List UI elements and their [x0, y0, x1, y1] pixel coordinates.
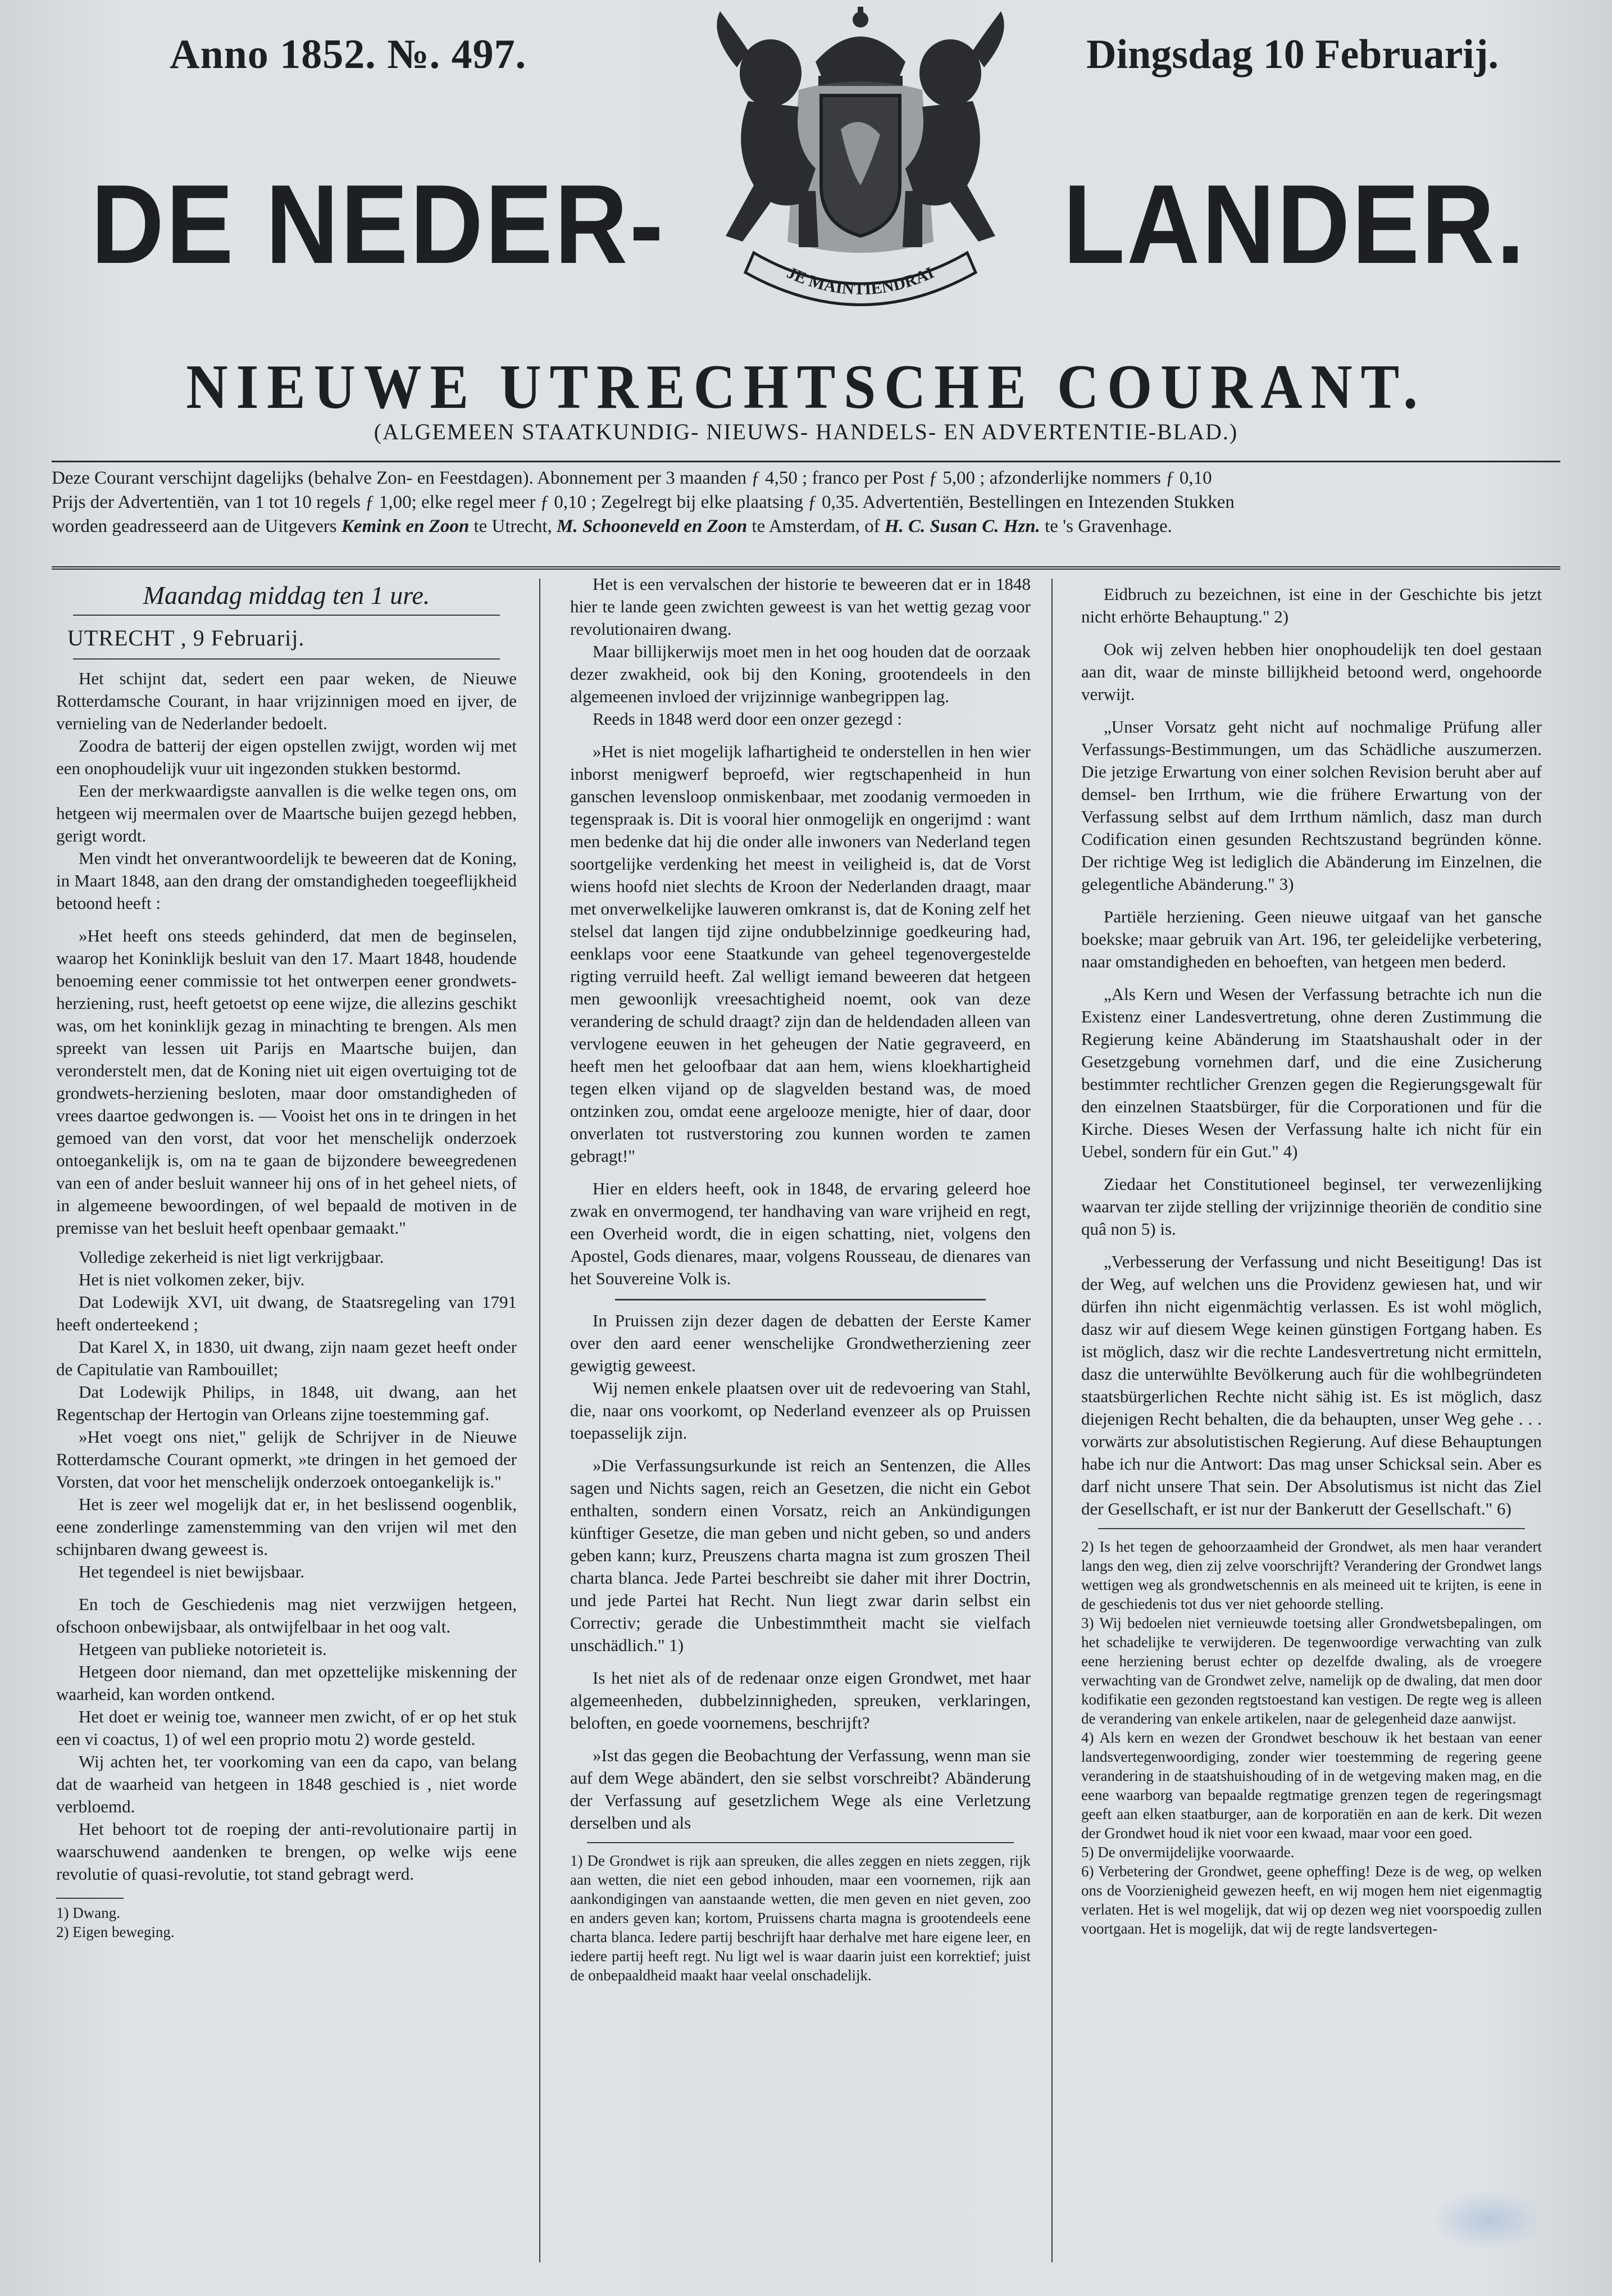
library-stamp-mark	[1432, 2189, 1545, 2251]
article-body	[570, 1177, 1031, 1290]
publisher-name: H. C. Susan C. Hzn.	[884, 516, 1040, 537]
paragraph: En toch de Geschiedenis mag niet verzwijgen hetgeen, ofschoon onbewijsbaar, als ontwijfelbaar in het oog valt.	[56, 1594, 517, 1636]
paragraph: Hier en elders heeft, ook in 1848, de ervaring geleerd hoe zwak en onvermogend, ter handhaving van ware vrijheid en regt, een Overheid wordt, die in eigen schatting, niet, volgens den Apostel, Gods dienares, maar, volgens Rousseau, de dienares van het Souvereine Volk is.	[570, 1179, 1031, 1288]
footnotes	[1081, 1537, 1542, 1938]
paragraph: Zoodra de batterij der eigen opstellen zwijgt, worden wij met een onophoudelijk vuur uit ingezonden stukken bestormd.	[56, 736, 517, 778]
footnote: 5) De onvermijdelijke voorwaarde.	[1081, 1844, 1295, 1861]
masthead	[52, 0, 1560, 449]
paragraph: Hetgeen van publieke notorieteit is.	[79, 1639, 327, 1659]
crest-motto: JE MAINTIENDRAI	[784, 263, 937, 299]
issue-date: Dingsdag 10 Februarij.	[1086, 31, 1499, 78]
paragraph: Ook wij zelven hebben hier onophoudelijk ten doel gestaan aan dit, waar de minste billijkheid betoond werd, ongehoorde verwijt.	[1081, 639, 1542, 704]
divider	[73, 658, 500, 660]
article-body	[56, 1593, 517, 1885]
coat-of-arms-crest	[686, 0, 1035, 315]
paragraph: Het behoort tot de roeping der anti-revolutionaire partij in waarschuwend aandenken te brengen, op welke wijs eene revolutie of quasi-revolutie, tot stand gebragt werd.	[56, 1819, 517, 1884]
footnote: 2) Eigen beweging.	[56, 1924, 175, 1940]
footnote: 6) Verbetering der Grondwet, geene opheffing! Deze is de weg, op welken ons de Voorzienigheid gewezen heeft, en wij mogen hem niet eigenmagtig verlaten. Het is wel mogelijk, dat wij op dezen weg niet voorspoedig zullen voortgaan. Het is mogelijk, dat wij de regte landsvertegen-	[1081, 1863, 1542, 1937]
paragraph: Ziedaar het Constitutioneel beginsel, ter verwezenlijking waarvan ter zijde stelling der vrijzinnige theoriën de conditio sine quâ non 5) is.	[1081, 1174, 1542, 1239]
paragraph: Dat Lodewijk XVI, uit dwang, de Staatsregeling van 1791 heeft onderteekend ;	[56, 1292, 517, 1334]
german-quote: „Unser Vorsatz geht nicht auf nochmalige Prüfung aller Verfassungs-Bestimmungen, um das Schädliche auszumerzen. Die jetzige Erwartung von einer solchen Revision beruht aber auf demsel- ben Irrthum, wie die frühere Erwartung von der Verfassung selbst auf dem Irrthum nämlich, dasz man durch Codification einen gesunden Rechtszustand begründen könne. Der richtige Weg ist lediglich die Abänderung im Einzelnen, die gelegentliche Abänderung." 3)	[1081, 717, 1542, 894]
title-left: DE NEDER-	[91, 162, 666, 287]
german-quote: „Verbesserung der Verfassung und nicht Beseitigung! Das ist der Weg, auf welchen uns die Providenz gewiesen hat, und wir dürfen ihn nicht eigenmächtig verlassen. Es ist wohl möglich, dasz wir auf diesem Wege keinen günstigen Fortgang haben. Es ist möglich, dasz wir die rechte Landesvertretung nicht ermitteln, dasz die unterwühlte Bevölkerung auch für die wohlbegründeten staatsbürgerlichen Rechte nicht sähig ist. Es ist möglich, dasz diejenigen Recht behalten, die da behaupten, unser Weg gehe . . . vorwärts zur absolutistischen Regierung. Auf diese Behauptungen habe ich nur die Antwort: Das mag unser Schicksal sein. Aber es darf nicht unsere That sein. Der Absolutismus ist nicht das Ziel der Gesellschaft, er ist nur der Bankerutt der Gesellschaft." 6)	[1081, 1252, 1542, 1518]
footnote: 2) Is het tegen de gehoorzaamheid der Grondwet, als men haar verandert langs den weg, dien zij zelve voorschrijft? Verandering der Grondwet langs wettigen weg als grondwetschennis en als meineed uit te krijten, is eene in de geschiedenis tot dus ver niet gehoorde stelling.	[1081, 1538, 1542, 1612]
article-body	[570, 573, 1031, 730]
footnotes	[56, 1903, 517, 1942]
column-divider	[1051, 579, 1053, 2262]
footnote-rule	[587, 1842, 1014, 1843]
footnote: 1) De Grondwet is rijk aan spreuken, die alles zeggen en niets zeggen, rijk aan wetten, die niet een gebod inhouden, maar een voornemen, rijk aan aankondigingen van aanstaande wetten, die men geven en niet geven, zoo en anders geven kan; kortom, Pruissens charta magna is grootendeels eene charta blanca. Iedere partij beschrijft haar derhalve met hare eigene leer, en iedere partij heeft regt. Nu ligt wel is waar daarin juist een korrektief; juist de onbepaaldheid maakt haar veelal onschadelijk.	[570, 1852, 1031, 1984]
paragraph: Het is zeer wel mogelijk dat er, in het beslissend oogenblik, eene zonderlinge zamenstemming van den vrijen wil met den schijnbaren dwang geweest is.	[56, 1494, 517, 1559]
paragraph: Is het niet als of de redenaar onze eigen Grondwet, met haar algemeenheden, dubbelzinnigheden, spreuken, verklaringen, beloften, en goede voornemens, beschrijft?	[570, 1668, 1031, 1733]
german-quote: »Ist das gegen die Beobachtung der Verfassung, wenn man sie auf dem Wege abändert, den sie selbst vorschreibt? Abänderung der Verfassung auf gesetzlichem Wege als eine Verletzung derselben und als	[570, 1745, 1031, 1833]
paragraph: Men vindt het onverantwoordelijk te beweeren dat de Koning, in Maart 1848, aan den drang der omstandigheden toegeeflijkheid betoond heeft :	[56, 848, 517, 913]
paragraph: Dat Karel X, in 1830, uit dwang, zijn naam gezet heeft onder de Capitulatie van Rambouillet;	[56, 1337, 517, 1379]
paragraph: Partiële herziening. Geen nieuwe uitgaaf van het gansche boekske; maar gebruik van Art. 196, ter geleidelijke verbetering, naar omstandigheden en behoeften, van hetgeen men bederd.	[1081, 907, 1542, 971]
title-right: LANDER.	[1063, 162, 1527, 287]
german-quote: »Die Verfassungsurkunde ist reich an Sentenzen, die Alles sagen und Nichts sagen, reich an Gesetzen, die nicht ein Gebot enthalten, sondern einen Vorsatz, reich an Ankündigungen künftiger Gesetze, die man geben und nicht geben, so und anders geben kann; kurz, Preuszens charta magna ist zum groszen Theil charta blanca. Jede Partei beschreibt sie daher mit ihrer Doctrin, und jede Partei hat Recht. Nun liegt zwar darin selbst ein Correctiv; gerade die Unbestimmtheit macht sie vielfach unschädlich." 1)	[570, 1456, 1031, 1655]
column-3	[1081, 573, 1542, 1938]
subsubtitle: (ALGEMEEN STAATKUNDIG- NIEUWS- HANDELS- EN ADVERTENTIE-BLAD.)	[374, 419, 1238, 444]
paragraph: Volledige zekerheid is niet ligt verkrijgbaar.	[79, 1247, 384, 1267]
column-1	[56, 573, 517, 1942]
footnote-rule	[1098, 1528, 1525, 1529]
paragraph: Eidbruch zu bezeichnen, ist eine in der Geschichte bis jetzt nicht erhörte Behauptung." 2)	[1081, 584, 1542, 626]
footnote: 3) Wij bedoelen niet vernieuwde toetsing aller Grondwetsbepalingen, om het schadelijke te verwijderen. De tegenwoordige verwachting van zulk eene herziening berust echter op dezelfde dwaling, als de vroegere verwachting van de Grondwet zelve, namelijk op de dwaling, dat men door kodifikatie een gezonden regtstoestand kan vestigen. De regte weg is alleen de verandering van enkele artikelen, naar de gelegenheid daze aanwijst.	[1081, 1615, 1542, 1727]
divider	[73, 615, 500, 616]
edition-header: Maandag middag ten 1 ure.	[143, 581, 430, 610]
paragraph: Wij achten het, ter voorkoming van een da capo, van belang dat de waarheid van hetgeen in 1848 geschied is , niet worde verbloemd.	[56, 1752, 517, 1816]
paragraph: Dat Lodewijk Philips, in 1848, uit dwang, aan het Regentschap der Hertogin van Orleans zijne toestemming gaf.	[56, 1382, 517, 1424]
paragraph: In Pruissen zijn dezer dagen de debatten der Eerste Kamer over den aard eener wenschelijke Grondwetherziening zeer gewigtig geweest.	[570, 1311, 1031, 1375]
article-separator	[615, 1299, 986, 1301]
article-body	[56, 667, 517, 915]
footnote: 1) Dwang.	[56, 1904, 120, 1921]
paragraph: Een der merkwaardigste aanvallen is die welke tegen ons, om hetgeen wij meermalen over de Maartsche buijen gezegd hebben, gerigt wordt.	[56, 781, 517, 845]
publisher-name: Kemink en Zoon	[341, 516, 470, 537]
footnote: 4) Als kern en wezen der Grondwet beschouw ik het bestaan van eener landsvertegenwoordiging, zonder wier toestemming de regering geene verandering in de staatshuishouding of in de wetgeving maken mag, en die eene waarborg van bepaalde regtmatige grenzen tegen de regeringsmagt geeft aan elken staatburger, aan de korporatiën en aan de kerk. Dit wezen der Grondwet houd ik niet voor een kwaad, maar voor een goed.	[1081, 1729, 1542, 1842]
article-body	[1081, 583, 1542, 706]
footnote-rule	[56, 1898, 124, 1899]
quote-paragraph: »Het heeft ons steeds gehinderd, dat men de beginselen, waarop het Koninklijk besluit van den 17. Maart 1848, houdende benoeming eener commissie tot het ontwerpen eener grondwets-herziening, rust, heeft getoetst op eene wijze, die allezins geschikt was, om het koninklijk gezag in minachting te brengen. Als men spreekt van lessen uit Parijs en Maartsche buijen, dan veronderstelt men, dat de Koning niet uit eigen overtuiging tot de grondwets-herziening besloten, maar door omstandigheden of vrees daartoe gedwongen is. — Vooist het ons in te dringen in het gemoed van den vorst, dat voor het menschelijk onderzoek ontoegankelijk is, om na te gaan de bijzondere beweegredenen van een of ander besluit wanneer hij ons of in het geheel niets, of in algemeene bewoordingen, of wel bepaald de motiven in de premisse van het besluit heeft openbaar gemaakt."	[56, 926, 517, 1238]
column-divider	[539, 579, 540, 2262]
subscription-notice	[52, 466, 1560, 539]
notice-line: worden geadresseerd aan de Uitgevers Kemink en Zoon te Utrecht, M. Schooneveld en Zoon te Amsterdam, of H. C. Susan C. Hzn. te 's Gravenhage.	[52, 516, 1172, 537]
subtitle: NIEUWE UTRECHTSCHE COURANT.	[186, 352, 1426, 422]
paragraph: »Het voegt ons niet," gelijk de Schrijver in de Nieuwe Rotterdamsche Courant opmerkt, »te dringen in het gemoed der Vorsten, dat voor het menschelijk onderzoek ontoegankelijk is."	[56, 1427, 517, 1492]
quote-paragraph: »Het is niet mogelijk lafhartigheid te onderstellen in hen wier inborst menigwerf beproefd, wier regtschapenheid in hun ganschen levensloop onmiskenbaar, met zoodanig vermoeden in tegenspraak is. Dit is vooral hier onmogelijk en ongerijmd : want men bedenke dat hij die onder alle inwoners van Nederland tegen soortgelijke verdenking het meest in veiligheid is, dat de Vorst wiens hoofd niet slechts de Kroon der Nederlanden draagt, maar met onverwelkelijke lauweren omkranst is, dat de Koning zelf het stelsel dat langen tijd zijne ondubbelzinnige goedkeuring had, eenklaps voor eene Staatkunde van geheel tegenovergestelde rigting verruild heeft. Zal welligt iemand beweeren dat hetgeen men gewoonlijk vreesachtigheid noemt, ook van deze verandering de schuld draagt? zijn dan de heldendaden alleen van vervlogene eeuwen in het geheugen der Natie gegraveerd, en heeft men het geloofbaar dat aan hem, wiens kloekhartigheid tegen elken vijand op de slagvelden bestand was, de moed ontzinken zou, omdat eene argelooze menigte, hier of daar, door onverlaten tot rustverstoring zou kunnen worden te zamen gebragt!"	[570, 742, 1031, 1166]
article-body	[56, 1246, 517, 1583]
publisher-name: M. Schooneveld en Zoon	[557, 516, 748, 537]
footnotes	[570, 1851, 1031, 1985]
notice-line: Deze Courant verschijnt dagelijks (behalve Zon- en Feestdagen). Abonnement per 3 maanden ƒ 4,50 ; franco per Post ƒ 5,00 ; afzonderlijke nommers ƒ 0,10	[52, 468, 1212, 488]
columns-top-rule	[52, 566, 1560, 570]
article-body	[570, 1310, 1031, 1444]
header-rule	[52, 461, 1560, 462]
paragraph: Maar billijkerwijs moet men in het oog houden dat de oorzaak dezer zwakheid, ook bij den Koning, grootendeels in den algemeenen invloed der vrijzinnige wanbegrippen lag.	[570, 642, 1031, 706]
year-issue: Anno 1852. №. 497.	[170, 31, 527, 78]
dateline: UTRECHT , 9 Februarij.	[67, 625, 305, 651]
notice-line: Prijs der Advertentiën, van 1 tot 10 regels ƒ 1,00; elke regel meer ƒ 0,10 ; Zegelregt bij elke plaatsing ƒ 0,35. Advertentiën, Bestellingen en Intezenden Stukken	[52, 492, 1235, 512]
paragraph: Het is een vervalschen der historie te beweeren dat er in 1848 hier te lande geen zwichten geweest is van het wettig gezag voor revolutionairen dwang.	[570, 574, 1031, 639]
paragraph: Wij nemen enkele plaatsen over uit de redevoering van Stahl, die, naar ons voorkomt, op Nederland evenzeer als op Pruissen toepasselijk zijn.	[570, 1378, 1031, 1443]
paragraph: Het doet er weinig toe, wanneer men zwicht, of er op het stuk een vi coactus, 1) of wel een proprio motu 2) worde gesteld.	[56, 1707, 517, 1749]
paragraph: Reeds in 1848 werd door een onzer gezegd :	[593, 709, 902, 729]
column-2	[570, 573, 1031, 1985]
paragraph: Het is niet volkomen zeker, bijv.	[79, 1270, 305, 1289]
paragraph: Het schijnt dat, sedert een paar weken, de Nieuwe Rotterdamsche Courant, in haar vrijzinnigen moed en ijver, de vernieling van de Nederlander bedoelt.	[56, 669, 517, 733]
paragraph: Hetgeen door niemand, dan met opzettelijke miskenning der waarheid, kan worden ontkend.	[56, 1662, 517, 1704]
paragraph: Het tegendeel is niet bewijsbaar.	[79, 1562, 305, 1581]
german-quote: „Als Kern und Wesen der Verfassung betrachte ich nun die Existenz einer Landesvertretung, ohne deren Zustimmung die Regierung keine Abänderung im Staatshaushalt oder in der Gesetzgebung vornehmen darf, und die eine Zusicherung bestimmter rechtlicher Grenzen gegen die Regierungsgewalt für den einzelnen Staatsbürger, für die Corporationen und für die Kirche. Dieses Wesen der Verfassung halte ich nicht für ein Uebel, sondern für ein Gut." 4)	[1081, 984, 1542, 1161]
